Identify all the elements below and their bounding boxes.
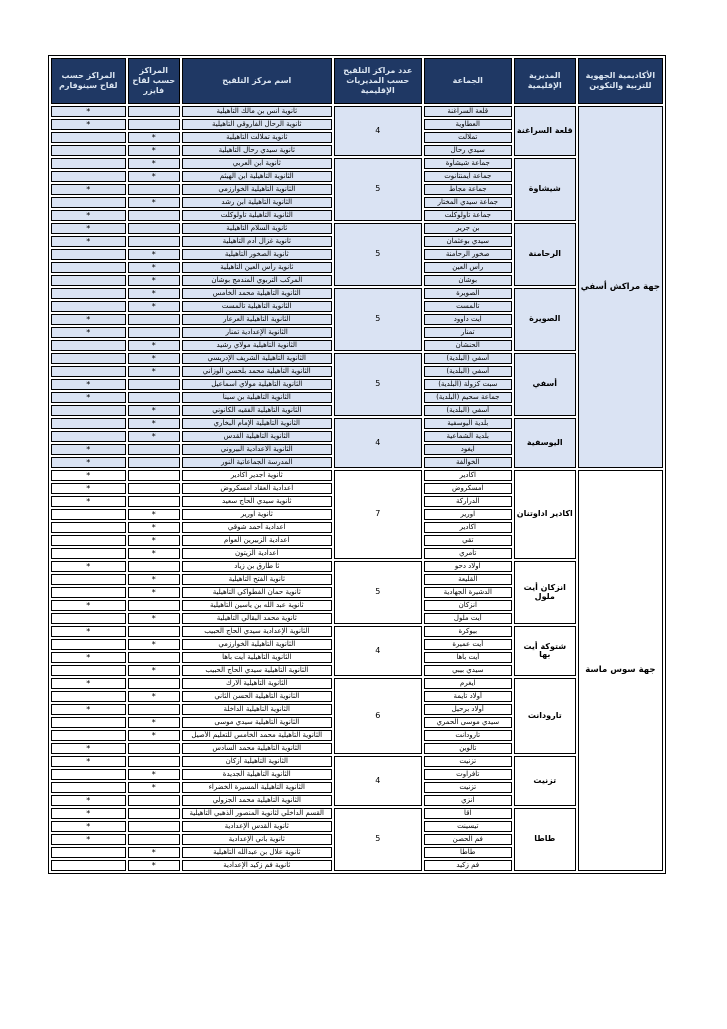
center-name-cell: الثانوية التأهيلية الشريف الإدريسي xyxy=(182,353,332,364)
commune-cell: الدشيرة الجهادية xyxy=(424,587,512,598)
center-name-cell: ثانوية عبد الله بن ياسين التأهيلية xyxy=(182,600,332,611)
sinopharm-mark-cell xyxy=(51,574,126,585)
center-name-cell: الثانوية التأهيلية الإمام البخاري xyxy=(182,418,332,429)
center-name-cell: الثانوية التأهيلية الداخلة xyxy=(182,704,332,715)
center-name-cell: اعدادية العقاد امسكروض xyxy=(182,483,332,494)
pfizer-mark-cell: * xyxy=(128,717,180,728)
commune-cell: انزكان xyxy=(424,600,512,611)
center-name-cell: الثانوية التأهيلية تاولوكلت xyxy=(182,210,332,221)
table-header-row xyxy=(51,58,663,104)
sinopharm-mark-cell: * xyxy=(51,457,126,468)
center-name-cell: الثانوية التأهيلية محمد الخامس للتعليم الأصيل xyxy=(182,730,332,741)
pfizer-mark-cell xyxy=(128,223,180,234)
center-name-cell: ثانوية رأس العين التأهيلية xyxy=(182,262,332,273)
sinopharm-mark-cell: * xyxy=(51,795,126,806)
header-center-name: اسم مركز التلقيح xyxy=(182,58,332,104)
center-name-cell: ثانوية القدس الإعدادية xyxy=(182,821,332,832)
header-pfizer: المراكز حسب لقاح فايزر xyxy=(128,58,180,104)
pfizer-mark-cell: * xyxy=(128,171,180,182)
commune-cell: اولاد دحو xyxy=(424,561,512,572)
header-count: عدد مراكز التلقيح حسب المديريات الإقليمية xyxy=(334,58,422,104)
center-name-cell: ثانوية حمان الفطواكي التأهيلية xyxy=(182,587,332,598)
commune-cell: جماعة ايمنتانوت xyxy=(424,171,512,182)
sinopharm-mark-cell xyxy=(51,340,126,351)
pfizer-mark-cell xyxy=(128,483,180,494)
center-name-cell: ثانوية الرحال الفاروقي التأهيلية xyxy=(182,119,332,130)
sinopharm-mark-cell xyxy=(51,262,126,273)
pfizer-mark-cell: * xyxy=(128,275,180,286)
table-row xyxy=(51,561,663,572)
center-name-cell: ثانوية اجدير اكادير xyxy=(182,470,332,481)
commune-cell: ايغرم xyxy=(424,678,512,689)
center-name-cell: ثانوية فم زكيد الإعدادية xyxy=(182,860,332,871)
center-name-cell: ثانوية سيدي الحاج سعيد xyxy=(182,496,332,507)
commune-cell: رأس العين xyxy=(424,262,512,273)
pfizer-mark-cell: * xyxy=(128,574,180,585)
pfizer-mark-cell xyxy=(128,795,180,806)
commune-cell: طاطا xyxy=(424,847,512,858)
pfizer-mark-cell: * xyxy=(128,197,180,208)
sinopharm-mark-cell xyxy=(51,535,126,546)
center-name-cell: ثانوية علال بن عبدالله التأهيلية xyxy=(182,847,332,858)
center-name-cell: الثانوية الإعدادية تمنار xyxy=(182,327,332,338)
center-name-cell: ثانوية ابن العربي xyxy=(182,158,332,169)
table-body xyxy=(51,106,663,871)
directorate-cell: شيشاوة xyxy=(514,158,576,221)
table-row xyxy=(51,756,663,767)
pfizer-mark-cell xyxy=(128,314,180,325)
pfizer-mark-cell xyxy=(128,600,180,611)
sinopharm-mark-cell: * xyxy=(51,327,126,338)
pfizer-mark-cell: * xyxy=(128,847,180,858)
academy-cell: جهة مراكش أسفي xyxy=(578,106,663,468)
sinopharm-mark-cell xyxy=(51,171,126,182)
count-cell: 5 xyxy=(334,158,422,221)
center-name-cell: الثانوية التأهيلية أزكان xyxy=(182,756,332,767)
sinopharm-mark-cell: * xyxy=(51,834,126,845)
sinopharm-mark-cell xyxy=(51,587,126,598)
pfizer-mark-cell xyxy=(128,743,180,754)
center-name-cell: ثانوية الفتح التأهيلية xyxy=(182,574,332,585)
commune-cell: امسكروض xyxy=(424,483,512,494)
commune-cell: تيسينت xyxy=(424,821,512,832)
directorate-cell: تزنيت xyxy=(514,756,576,806)
pfizer-mark-cell xyxy=(128,210,180,221)
pfizer-mark-cell: * xyxy=(128,613,180,624)
center-name-cell: ثانوية السلام التأهيلية xyxy=(182,223,332,234)
sinopharm-mark-cell xyxy=(51,782,126,793)
commune-cell: الصويرة xyxy=(424,288,512,299)
center-name-cell: الثانوية التأهيلية محمد الخامس xyxy=(182,288,332,299)
sinopharm-mark-cell xyxy=(51,288,126,299)
count-cell: 5 xyxy=(334,808,422,871)
sinopharm-mark-cell xyxy=(51,353,126,364)
commune-cell: تزنيت xyxy=(424,782,512,793)
sinopharm-mark-cell: * xyxy=(51,470,126,481)
pfizer-mark-cell: * xyxy=(128,730,180,741)
sinopharm-mark-cell xyxy=(51,145,126,156)
sinopharm-mark-cell: * xyxy=(51,119,126,130)
pfizer-mark-cell: * xyxy=(128,262,180,273)
pfizer-mark-cell: * xyxy=(128,431,180,442)
sinopharm-mark-cell xyxy=(51,418,126,429)
center-name-cell: الثانوية التأهيلية بن سينا xyxy=(182,392,332,403)
directorate-cell: شتوكة أيت بها xyxy=(514,626,576,676)
pfizer-mark-cell: * xyxy=(128,145,180,156)
table-row xyxy=(51,158,663,169)
commune-cell: بن جرير xyxy=(424,223,512,234)
table-row xyxy=(51,678,663,689)
center-name-cell: الثانوية التأهيلية الارك xyxy=(182,678,332,689)
directorate-cell: انزكان أيت ملول xyxy=(514,561,576,624)
commune-cell: تارودانت xyxy=(424,730,512,741)
center-name-cell: الثانوية الإعدادية سيدي الحاج الحبيب xyxy=(182,626,332,637)
pfizer-mark-cell: * xyxy=(128,535,180,546)
commune-cell: بوشان xyxy=(424,275,512,286)
table-row xyxy=(51,223,663,234)
center-name-cell: اعدادية أحمد شوقي xyxy=(182,522,332,533)
commune-cell: جماعة سيدي المختار xyxy=(424,197,512,208)
commune-cell: أولاد برحيل xyxy=(424,704,512,715)
pfizer-mark-cell: * xyxy=(128,353,180,364)
center-name-cell: الثانوية التأهيلية الفقيه الكانوني xyxy=(182,405,332,416)
sinopharm-mark-cell: * xyxy=(51,652,126,663)
commune-cell: أسفي (البلدية) xyxy=(424,353,512,364)
count-cell: 4 xyxy=(334,756,422,806)
center-name-cell: ثانوية محمد البقالي التأهيلية xyxy=(182,613,332,624)
center-name-cell: ثانوية باني الإعدادية xyxy=(182,834,332,845)
vaccination-centers-table-wrapper xyxy=(48,55,666,874)
center-name-cell: ثا طارق بن زياد xyxy=(182,561,332,572)
sinopharm-mark-cell xyxy=(51,522,126,533)
center-name-cell: الثانوية الاعدادية البيروني xyxy=(182,444,332,455)
count-cell: 4 xyxy=(334,626,422,676)
table-row xyxy=(51,106,663,117)
pfizer-mark-cell xyxy=(128,236,180,247)
directorate-cell: تارودانت xyxy=(514,678,576,754)
pfizer-mark-cell xyxy=(128,756,180,767)
vaccination-centers-table xyxy=(49,56,665,873)
commune-cell: بيوكرة xyxy=(424,626,512,637)
center-name-cell: الثانوية التأهيلية الخوارزمي xyxy=(182,184,332,195)
center-name-cell: القسم الداخلي لثانوية المنصور الذهبي التأهيلية xyxy=(182,808,332,819)
header-sinopharm: المراكز حسب لقاح سينوفارم xyxy=(51,58,126,104)
commune-cell: تقي xyxy=(424,535,512,546)
sinopharm-mark-cell xyxy=(51,249,126,260)
count-cell: 5 xyxy=(334,561,422,624)
center-name-cell: الثانوية التأهيلية مولاي رشيد xyxy=(182,340,332,351)
sinopharm-mark-cell: * xyxy=(51,223,126,234)
commune-cell: سبت كزولة (البلدية) xyxy=(424,379,512,390)
pfizer-mark-cell xyxy=(128,184,180,195)
sinopharm-mark-cell: * xyxy=(51,496,126,507)
pfizer-mark-cell: * xyxy=(128,691,180,702)
pfizer-mark-cell: * xyxy=(128,340,180,351)
center-name-cell: الثانوية التأهيلية سيدي موسى xyxy=(182,717,332,728)
commune-cell: تمنار xyxy=(424,327,512,338)
table-row xyxy=(51,353,663,364)
sinopharm-mark-cell xyxy=(51,275,126,286)
sinopharm-mark-cell: * xyxy=(51,704,126,715)
center-name-cell: ثانوية الصخور التأهيلية xyxy=(182,249,332,260)
center-name-cell: الثانوية التأهيلية تالمست xyxy=(182,301,332,312)
sinopharm-mark-cell: * xyxy=(51,756,126,767)
directorate-cell: قلعة السراغنة xyxy=(514,106,576,156)
pfizer-mark-cell: * xyxy=(128,665,180,676)
sinopharm-mark-cell xyxy=(51,548,126,559)
sinopharm-mark-cell: * xyxy=(51,184,126,195)
center-name-cell: المدرسة الجماعاتية النور xyxy=(182,457,332,468)
commune-cell: سيدي رحال xyxy=(424,145,512,156)
center-name-cell: الثانوية التأهيلية سيدي الحاج الحبيب xyxy=(182,665,332,676)
commune-cell: العطاوية xyxy=(424,119,512,130)
commune-cell: فم زكيد xyxy=(424,860,512,871)
directorate-cell: أسفي xyxy=(514,353,576,416)
commune-cell: تافراوت xyxy=(424,769,512,780)
commune-cell: تامري xyxy=(424,548,512,559)
pfizer-mark-cell xyxy=(128,327,180,338)
commune-cell: أولاد تايمة xyxy=(424,691,512,702)
center-name-cell: الثانوية التأهيلية ابن الهيثم xyxy=(182,171,332,182)
academy-cell: جهة سوس ماسة xyxy=(578,470,663,871)
pfizer-mark-cell: * xyxy=(128,548,180,559)
directorate-cell: طاطا xyxy=(514,808,576,871)
header-directorate: المديرية الإقليمية xyxy=(514,58,576,104)
pfizer-mark-cell: * xyxy=(128,509,180,520)
count-cell: 4 xyxy=(334,106,422,156)
pfizer-mark-cell xyxy=(128,808,180,819)
table-row xyxy=(51,470,663,481)
pfizer-mark-cell: * xyxy=(128,587,180,598)
sinopharm-mark-cell: * xyxy=(51,444,126,455)
center-name-cell: الثانوية التأهيلية الحسن الثاني xyxy=(182,691,332,702)
sinopharm-mark-cell: * xyxy=(51,561,126,572)
sinopharm-mark-cell: * xyxy=(51,379,126,390)
commune-cell: جماعة تاولوكلت xyxy=(424,210,512,221)
header-academy: الأكاديمية الجهوية للتربية والتكوين xyxy=(578,58,663,104)
commune-cell: بلدية الشماعية xyxy=(424,431,512,442)
commune-cell: فم الحصن xyxy=(424,834,512,845)
center-name-cell: المركب التربوي المندمج بوشان xyxy=(182,275,332,286)
sinopharm-mark-cell: * xyxy=(51,106,126,117)
center-name-cell: الثانوية التأهيلية محمد الجزولي xyxy=(182,795,332,806)
pfizer-mark-cell xyxy=(128,106,180,117)
center-name-cell: الثانوية التأهيلية المسيرة الخضراء xyxy=(182,782,332,793)
center-name-cell: الثانوية التأهيلية الخوارزمي xyxy=(182,639,332,650)
count-cell: 5 xyxy=(334,353,422,416)
pfizer-mark-cell xyxy=(128,457,180,468)
commune-cell: اكادير xyxy=(424,470,512,481)
pfizer-mark-cell xyxy=(128,496,180,507)
commune-cell: سيدي بوعثمان xyxy=(424,236,512,247)
sinopharm-mark-cell xyxy=(51,847,126,858)
center-name-cell: ثانوية انس بن مالك التأهيلية xyxy=(182,106,332,117)
commune-cell: تملالت xyxy=(424,132,512,143)
pfizer-mark-cell: * xyxy=(128,301,180,312)
count-cell: 5 xyxy=(334,288,422,351)
pfizer-mark-cell: * xyxy=(128,769,180,780)
commune-cell: الحنشان xyxy=(424,340,512,351)
sinopharm-mark-cell xyxy=(51,717,126,728)
commune-cell: الدراركة xyxy=(424,496,512,507)
commune-cell: أسفي (البلدية) xyxy=(424,366,512,377)
sinopharm-mark-cell xyxy=(51,509,126,520)
table-row xyxy=(51,626,663,637)
directorate-cell: الصويرة xyxy=(514,288,576,351)
sinopharm-mark-cell xyxy=(51,665,126,676)
sinopharm-mark-cell xyxy=(51,639,126,650)
sinopharm-mark-cell: * xyxy=(51,808,126,819)
commune-cell: تزنيت xyxy=(424,756,512,767)
sinopharm-mark-cell xyxy=(51,730,126,741)
commune-cell: القليعة xyxy=(424,574,512,585)
center-name-cell: الثانوية التأهيلية القدس xyxy=(182,431,332,442)
commune-cell: جماعة شيشاوة xyxy=(424,158,512,169)
sinopharm-mark-cell: * xyxy=(51,392,126,403)
pfizer-mark-cell xyxy=(128,704,180,715)
center-name-cell: ثانوية اورير xyxy=(182,509,332,520)
center-name-cell: الثانوية التأهيلية محمد السادس xyxy=(182,743,332,754)
pfizer-mark-cell xyxy=(128,678,180,689)
pfizer-mark-cell: * xyxy=(128,639,180,650)
table-row xyxy=(51,418,663,429)
commune-cell: ايغود xyxy=(424,444,512,455)
pfizer-mark-cell xyxy=(128,561,180,572)
commune-cell: أيت ملول xyxy=(424,613,512,624)
pfizer-mark-cell: * xyxy=(128,522,180,533)
sinopharm-mark-cell xyxy=(51,366,126,377)
pfizer-mark-cell: * xyxy=(128,249,180,260)
center-name-cell: اعدادية الزيتون xyxy=(182,548,332,559)
pfizer-mark-cell xyxy=(128,626,180,637)
commune-cell: أيت عميرة xyxy=(424,639,512,650)
pfizer-mark-cell xyxy=(128,470,180,481)
table-row xyxy=(51,288,663,299)
pfizer-mark-cell: * xyxy=(128,158,180,169)
commune-cell: الخوالفة xyxy=(424,457,512,468)
commune-cell: جماعة سحيم (البلدية) xyxy=(424,392,512,403)
commune-cell: تالمست xyxy=(424,301,512,312)
pfizer-mark-cell xyxy=(128,392,180,403)
commune-cell: اقا xyxy=(424,808,512,819)
pfizer-mark-cell xyxy=(128,821,180,832)
sinopharm-mark-cell xyxy=(51,431,126,442)
pfizer-mark-cell: * xyxy=(128,782,180,793)
sinopharm-mark-cell xyxy=(51,613,126,624)
center-name-cell: الثانوية التأهيلية ابن رشد xyxy=(182,197,332,208)
commune-cell: انزي xyxy=(424,795,512,806)
sinopharm-mark-cell: * xyxy=(51,236,126,247)
commune-cell: أسفي (البلدية) xyxy=(424,405,512,416)
sinopharm-mark-cell: * xyxy=(51,821,126,832)
sinopharm-mark-cell xyxy=(51,860,126,871)
pfizer-mark-cell xyxy=(128,119,180,130)
sinopharm-mark-cell: * xyxy=(51,210,126,221)
sinopharm-mark-cell xyxy=(51,405,126,416)
sinopharm-mark-cell xyxy=(51,197,126,208)
directorate-cell: الرحامنة xyxy=(514,223,576,286)
pfizer-mark-cell: * xyxy=(128,366,180,377)
center-name-cell: ثانوية سيدي رحال التأهيلية xyxy=(182,145,332,156)
sinopharm-mark-cell xyxy=(51,132,126,143)
commune-cell: بلدية اليوسفية xyxy=(424,418,512,429)
pfizer-mark-cell: * xyxy=(128,418,180,429)
header-commune: الجماعة xyxy=(424,58,512,104)
count-cell: 6 xyxy=(334,678,422,754)
commune-cell: سيدي بيبي xyxy=(424,665,512,676)
sinopharm-mark-cell: * xyxy=(51,626,126,637)
commune-cell: جماعة مجاط xyxy=(424,184,512,195)
sinopharm-mark-cell xyxy=(51,691,126,702)
count-cell: 5 xyxy=(334,223,422,286)
pfizer-mark-cell xyxy=(128,652,180,663)
center-name-cell: ثانوية غزال أدم التأهيلية xyxy=(182,236,332,247)
pfizer-mark-cell xyxy=(128,379,180,390)
sinopharm-mark-cell xyxy=(51,158,126,169)
pfizer-mark-cell: * xyxy=(128,405,180,416)
commune-cell: سيدي موسى الحمري xyxy=(424,717,512,728)
center-name-cell: الثانوية التأهيلية مولاي اسماعيل xyxy=(182,379,332,390)
commune-cell: صخور الرحامنة xyxy=(424,249,512,260)
center-name-cell: الثانوية التأهيلية أيت باها xyxy=(182,652,332,663)
center-name-cell: ثانوية تملالت التأهيلية xyxy=(182,132,332,143)
table-row xyxy=(51,808,663,819)
sinopharm-mark-cell: * xyxy=(51,314,126,325)
center-name-cell: الثانوية التأهيلية الجديدة xyxy=(182,769,332,780)
center-name-cell: الثانوية التأهيلية محمد بلحسن الوزاني xyxy=(182,366,332,377)
commune-cell: تالوين xyxy=(424,743,512,754)
center-name-cell: الثانوية التأهيلية العرعار xyxy=(182,314,332,325)
commune-cell: قلعة السراغنة xyxy=(424,106,512,117)
commune-cell: اورير xyxy=(424,509,512,520)
pfizer-mark-cell: * xyxy=(128,288,180,299)
center-name-cell: اعدادية الزبيرين العوام xyxy=(182,535,332,546)
pfizer-mark-cell xyxy=(128,444,180,455)
count-cell: 4 xyxy=(334,418,422,468)
commune-cell: اكادير xyxy=(424,522,512,533)
commune-cell: ايت داوود xyxy=(424,314,512,325)
commune-cell: أيت باها xyxy=(424,652,512,663)
directorate-cell: اكادير اداوتنان xyxy=(514,470,576,559)
count-cell: 7 xyxy=(334,470,422,559)
sinopharm-mark-cell: * xyxy=(51,678,126,689)
directorate-cell: اليوسفية xyxy=(514,418,576,468)
sinopharm-mark-cell xyxy=(51,301,126,312)
sinopharm-mark-cell xyxy=(51,769,126,780)
sinopharm-mark-cell: * xyxy=(51,483,126,494)
pfizer-mark-cell: * xyxy=(128,860,180,871)
sinopharm-mark-cell: * xyxy=(51,743,126,754)
pfizer-mark-cell xyxy=(128,834,180,845)
sinopharm-mark-cell: * xyxy=(51,600,126,611)
pfizer-mark-cell: * xyxy=(128,132,180,143)
